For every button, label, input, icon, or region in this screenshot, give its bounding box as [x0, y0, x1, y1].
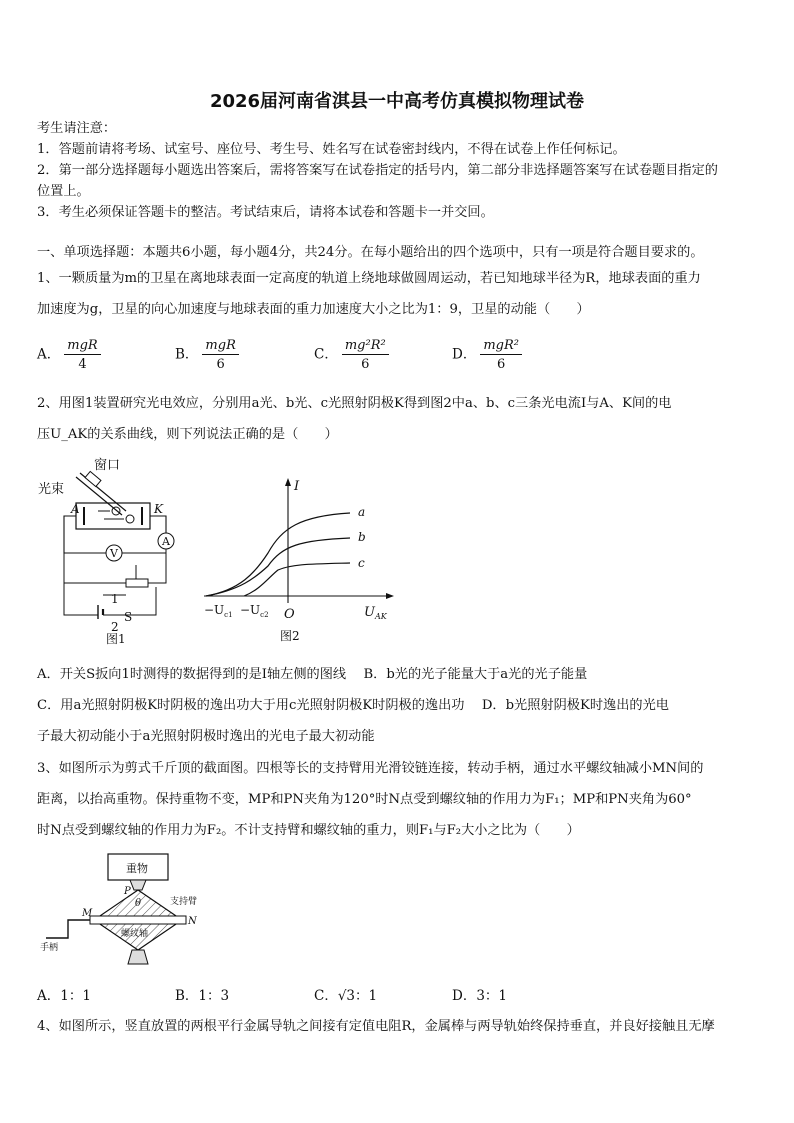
notice-item-2: 2．第一部分选择题每小题选出答案后，需将答案写在试卷指定的括号内，第二部分非选择题答案写在试卷题目指定的 [37, 163, 718, 178]
notice-item-3: 3．考生必须保证答题卡的整洁。考试结束后，请将本试卷和答题卡一并交回。 [37, 205, 494, 220]
option-label: B． [175, 346, 199, 363]
q1-option-b[interactable] [175, 338, 239, 372]
point-m-label: M [82, 908, 93, 919]
denominator: 6 [497, 357, 506, 372]
voltmeter-label: V [110, 547, 118, 560]
section-heading: 一、单项选择题：本题共6小题，每小题4分，共24分。在每小题给出的四个选项中，只有一项是符合题目要求的。 [37, 245, 704, 260]
cathode-label: K [154, 502, 163, 516]
curve-b-label: b [358, 530, 366, 544]
anode-label: A [71, 502, 80, 516]
fraction [480, 338, 522, 372]
curve-c [244, 563, 350, 596]
screw-axis [90, 916, 186, 924]
q3-option-a[interactable]: A．1：1 [37, 988, 91, 1004]
wire-ammeter [154, 549, 166, 553]
q4-stem-line1: 4、如图所示，竖直放置的两根平行金属导轨之间接有定值电阻R，金属棒与两导轨始终保持垂直，并良好接触且无摩 [37, 1019, 715, 1034]
q3-option-b[interactable]: B．1：3 [175, 988, 230, 1004]
option-label: C． [314, 346, 338, 363]
electron-icon-2 [126, 515, 134, 523]
origin-label: O [284, 607, 295, 622]
q1-option-d[interactable] [452, 338, 522, 372]
denominator: 4 [78, 357, 87, 372]
notice-item-2-cont: 位置上。 [37, 184, 90, 199]
q2-figure2-iv-curves [200, 478, 400, 643]
switch-pos-1-label: 1 [111, 592, 119, 606]
point-p-label: P [124, 886, 131, 897]
q2-figure1-circuit [36, 455, 196, 645]
q2-option-line2[interactable]: C．用a光照射阴极K时阴极的逸出功大于用c光照射阴极K时阴极的逸出功 D．b光照射阴极K时逸出的光电 [37, 698, 669, 713]
q3-option-c[interactable]: C．√3：1 [314, 988, 378, 1004]
window-label: 窗口 [94, 458, 121, 473]
curve-b [206, 538, 350, 596]
numerator: mgR [64, 338, 100, 355]
tick-uc2: $-U_{c2}$ [240, 603, 269, 619]
switch-label: S [124, 610, 133, 624]
numerator: mgR² [480, 338, 522, 355]
q3-option-d[interactable]: D．3：1 [452, 988, 508, 1004]
q3-stem-line2: 距离，以抬高重物。保持重物不变，MP和PN夹角为120°时N点受到螺纹轴的作用力为F₁；MP和PN夹角为60° [37, 792, 692, 807]
handle-label: 手柄 [40, 943, 59, 953]
exam-title: 2026届河南省淇县一中高考仿真模拟物理试卷 [209, 91, 585, 112]
fig1-caption: 图1 [106, 632, 126, 646]
q1-stem-line1: 1、一颗质量为m的卫星在离地球表面一定高度的轨道上绕地球做圆周运动，若已知地球半径为R，地球表面的重力 [37, 271, 701, 286]
tick-uc1: $-U_{c1}$ [204, 603, 233, 619]
screw-label: 螺纹轴 [121, 929, 149, 939]
weight-label: 重物 [126, 862, 148, 875]
q3-figure-jack [38, 850, 218, 970]
q3-stem-line1: 3、如图所示为剪式千斤顶的截面图。四根等长的支持臂用光滑铰链连接，转动手柄，通过水平螺纹轴减小MN间的 [37, 761, 704, 776]
q2-stem-line1: 2、用图1装置研究光电效应，分别用a光、b光、c光照射阴极K得到图2中a、b、c三条光电流I与A、K间的电 [37, 396, 672, 411]
q1-option-c[interactable] [314, 338, 389, 372]
rheostat-icon [126, 579, 148, 587]
arm-label: 支持臂 [170, 897, 198, 907]
ammeter-label: A [162, 535, 170, 548]
wire-switch [64, 583, 98, 615]
q3-stem-line3: 时N点受到螺纹轴的作用力为F₂。不计支持臂和螺纹轴的重力，则F₁与F₂大小之比为（ ） [37, 823, 580, 838]
q2-option-line1[interactable]: A．开关S扳向1时测得的数据得到的是I轴左侧的图线 B．b光的光子能量大于a光的光子能量 [37, 667, 588, 682]
numerator: mgR [202, 338, 238, 355]
handle-icon [46, 920, 90, 938]
curve-c-label: c [358, 556, 365, 570]
x-axis-label: $U_{AK}$ [364, 605, 387, 621]
curve-a-label: a [358, 505, 366, 519]
top-pivot-icon [130, 880, 146, 890]
electron-icon-1 [112, 507, 120, 515]
wire-right [150, 516, 166, 533]
y-axis-arrow-icon [285, 478, 291, 486]
notice-heading: 考生请注意： [37, 121, 117, 136]
point-n-label: N [188, 916, 197, 927]
option-label: D． [452, 346, 477, 363]
y-axis-label: I [294, 479, 300, 494]
numerator: mg²R² [342, 338, 389, 355]
denominator: 6 [216, 357, 225, 372]
option-label: A． [37, 346, 61, 363]
fraction [342, 338, 389, 372]
q1-option-a[interactable] [37, 338, 101, 372]
wire-rheostat-right [148, 553, 166, 583]
q1-stem-line2: 加速度为g，卫星的向心加速度与地球表面的重力加速度大小之比为1：9，卫星的动能（ ） [37, 302, 590, 317]
fraction [64, 338, 100, 372]
denominator: 6 [361, 357, 370, 372]
window-icon [85, 471, 101, 486]
q2-option-line3: 子最大初动能小于a光照射阴极时逸出的光电子最大初动能 [37, 729, 375, 744]
q2-stem-line2: 压U_AK的关系曲线，则下列说法正确的是（ ） [37, 427, 338, 442]
fraction [202, 338, 238, 372]
fig2-caption: 图2 [280, 629, 300, 643]
beam-label: 光束 [38, 482, 65, 497]
base-icon [128, 950, 148, 964]
x-axis-arrow-icon [386, 593, 394, 599]
notice-item-1: 1．答题前请将考场、试室号、座位号、考生号、姓名写在试卷密封线内，不得在试卷上作任何标记。 [37, 142, 626, 157]
switch-pos-2-label: 2 [111, 620, 119, 634]
